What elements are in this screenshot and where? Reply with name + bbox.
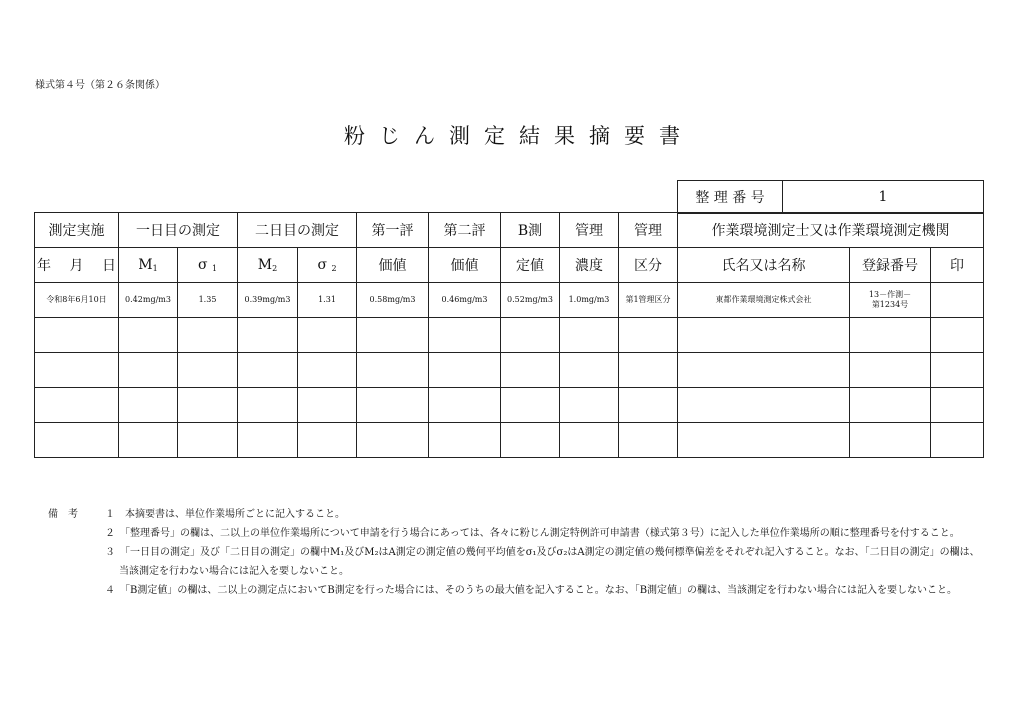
table-row [35,318,984,353]
table-row [35,353,984,388]
cell-empty[interactable] [501,423,560,458]
cell-regno[interactable] [850,283,931,318]
cell-empty[interactable] [560,318,619,353]
header-class: 区分 [619,248,678,283]
header-conc: 濃度 [560,248,619,283]
cell-empty[interactable] [357,423,429,458]
registration-number-value[interactable]: 1 [783,181,984,214]
cell-empty[interactable] [560,353,619,388]
header-b-value: 定値 [501,248,560,283]
m1-subscript: 1 [152,264,158,273]
cell-eval1[interactable]: 0.58mg/m3 [357,283,429,318]
header-eval1: 第一評 [357,213,429,248]
cell-empty[interactable] [429,423,501,458]
results-table [34,212,984,458]
s2-subscript: 2 [331,264,337,273]
cell-empty[interactable] [35,388,119,423]
s1-subscript: 1 [211,264,218,273]
cell-empty[interactable] [178,318,238,353]
cell-empty[interactable] [357,353,429,388]
s1-label: σ [197,257,208,273]
cell-seal[interactable] [931,283,984,318]
title-char: 粉 [344,124,365,148]
cell-empty[interactable] [429,353,501,388]
cell-empty[interactable] [678,353,850,388]
cell-empty[interactable] [931,353,984,388]
m1-label: M [138,257,153,273]
cell-empty[interactable] [619,353,678,388]
note-item: ４ 「B測定値」の欄は、二以上の測定点においてB測定を行った場合には、そのうちの最大値を記入すること。なお、「B測定値」の欄は、当該測定を行わない場合には記入を要しないこと。 [105,585,958,596]
cell-empty[interactable] [560,423,619,458]
cell-empty[interactable] [619,318,678,353]
cell-empty[interactable] [178,388,238,423]
table-row [35,423,984,458]
m2-subscript: 2 [272,264,278,273]
header-day: 日 [102,258,116,274]
cell-empty[interactable] [850,388,931,423]
cell-empty[interactable] [119,423,178,458]
header-mgmt-conc: 管理 [560,213,619,248]
cell-empty[interactable] [298,388,357,423]
header-day2: 二日目の測定 [238,213,357,248]
cell-empty[interactable] [678,318,850,353]
header-day1: 一日目の測定 [119,213,238,248]
cell-empty[interactable] [429,318,501,353]
title-char: 定 [484,124,505,148]
note-item: １ 本摘要書は、単位作業場所ごとに記入すること。 [105,509,345,520]
cell-empty[interactable] [850,318,931,353]
cell-empty[interactable] [178,353,238,388]
header-eval1-value: 価値 [357,248,429,283]
note-item: ２ 「整理番号」の欄は、二以上の単位作業場所について申請を行う場合にあっては、各々に粉じん測定特例許可申請書（様式第３号）に記入した単位作業場所の順に整理番号を付すること。 [105,528,960,539]
title-char: 書 [659,124,680,148]
cell-empty[interactable] [119,318,178,353]
registration-number-table [677,180,984,214]
title-char: 摘 [589,124,610,148]
regno-line1: 13－作測－ [868,290,912,299]
cell-empty[interactable] [678,423,850,458]
notes-label: 備 考 [48,509,78,520]
cell-s1[interactable]: 1.35 [178,283,238,318]
cell-empty[interactable] [850,423,931,458]
s2-label: σ [317,257,327,273]
title-char: 果 [554,124,575,148]
header-month: 月 [69,258,84,274]
cell-empty[interactable] [850,353,931,388]
cell-m1[interactable]: 0.42mg/m3 [119,283,178,318]
title-char: 測 [449,124,470,148]
m2-label: M [257,257,273,273]
cell-empty[interactable] [35,318,119,353]
cell-empty[interactable] [501,388,560,423]
header-year: 年 [37,258,51,274]
cell-b[interactable]: 0.52mg/m3 [501,283,560,318]
cell-empty[interactable] [931,423,984,458]
cell-m2[interactable]: 0.39mg/m3 [238,283,298,318]
cell-class[interactable]: 第1管理区分 [619,283,678,318]
cell-empty[interactable] [560,388,619,423]
cell-empty[interactable] [298,318,357,353]
cell-empty[interactable] [238,388,298,423]
header-measurement-date: 測定実施 [35,213,119,248]
cell-empty[interactable] [501,318,560,353]
cell-empty[interactable] [298,423,357,458]
header-seal: 印 [931,248,984,283]
cell-empty[interactable] [357,388,429,423]
title-char: 要 [624,124,645,148]
document-title [0,120,1024,150]
cell-empty[interactable] [178,423,238,458]
header-name: 氏名又は名称 [678,248,850,283]
cell-empty[interactable] [357,318,429,353]
header-b-measure: B測 [501,213,560,248]
table-row [35,283,984,318]
title-char: ん [414,124,435,148]
table-row [35,388,984,423]
header-ymd [35,248,119,283]
title-char: じ [379,124,400,148]
cell-empty[interactable] [298,353,357,388]
cell-eval2[interactable]: 0.46mg/m3 [429,283,501,318]
cell-empty[interactable] [678,388,850,423]
note-item: ３ 「一日目の測定」及び「二日目の測定」の欄中M₁及びM₂はA測定の測定値の幾何平均値をσ₁及びσ₂はA測定の測定値の幾何標準偏差をそれぞれ記入すること。なお、「二日目の測定」の欄は、当該測定を行わない場合には記入を要しないこと。 [105,547,980,577]
cell-empty[interactable] [238,318,298,353]
registration-number-label: 整 理 番 号 [678,181,783,214]
cell-s2[interactable]: 1.31 [298,283,357,318]
title-char: 結 [519,124,540,148]
cell-empty[interactable] [238,353,298,388]
cell-empty[interactable] [429,388,501,423]
header-m2 [238,248,298,283]
cell-empty[interactable] [119,353,178,388]
header-eval2-value: 価値 [429,248,501,283]
cell-empty[interactable] [619,388,678,423]
cell-empty[interactable] [931,388,984,423]
cell-name[interactable]: 東都作業環境測定株式会社 [678,283,850,318]
notes-section [48,505,988,600]
form-number: 様式第４号（第２６条関係） [35,80,165,91]
cell-empty[interactable] [501,353,560,388]
cell-empty[interactable] [35,423,119,458]
header-s2 [298,248,357,283]
header-s1 [178,248,238,283]
cell-empty[interactable] [619,423,678,458]
cell-empty[interactable] [119,388,178,423]
cell-empty[interactable] [238,423,298,458]
cell-empty[interactable] [35,353,119,388]
header-regno: 登録番号 [850,248,931,283]
cell-conc[interactable]: 1.0mg/m3 [560,283,619,318]
header-m1 [119,248,178,283]
cell-empty[interactable] [931,318,984,353]
header-eval2: 第二評 [429,213,501,248]
cell-date[interactable]: 令和8年6月10日 [35,283,119,318]
header-mgmt-class: 管理 [619,213,678,248]
regno-line2: 第1234号 [871,300,909,309]
header-agency: 作業環境測定士又は作業環境測定機関 [678,213,984,248]
